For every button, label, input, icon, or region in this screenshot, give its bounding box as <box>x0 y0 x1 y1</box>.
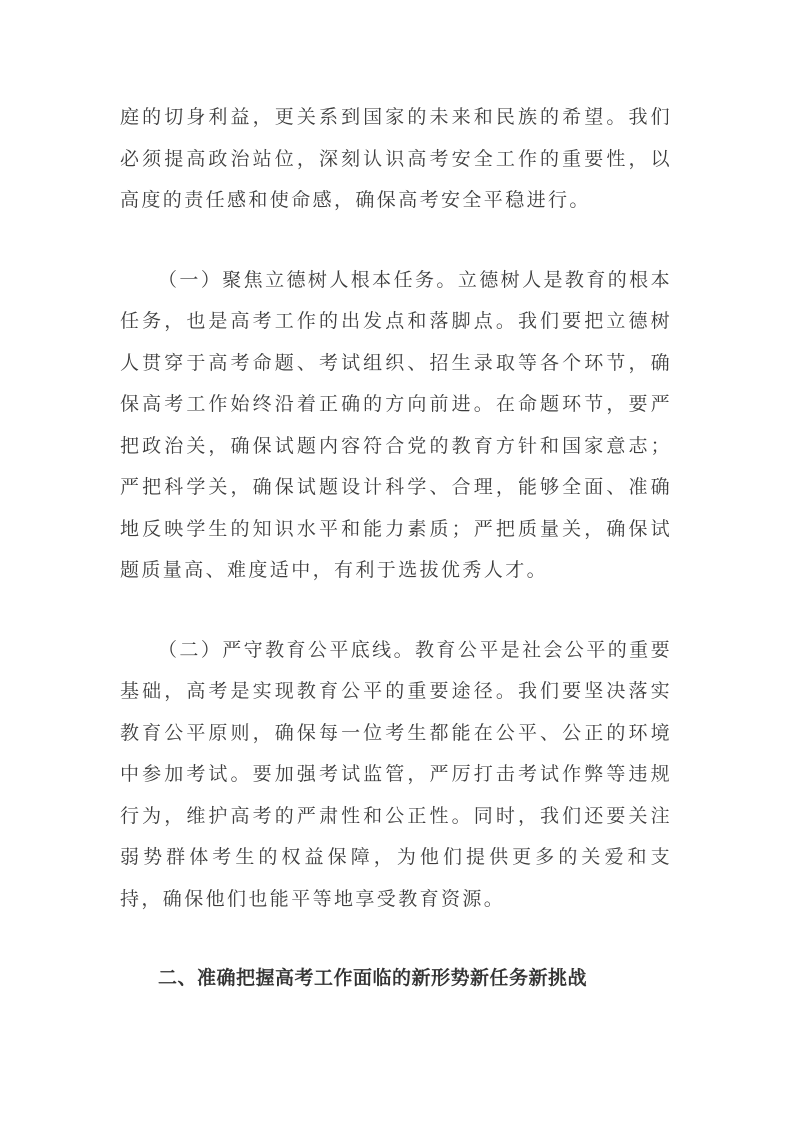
paragraph-section-one: （一）聚焦立德树人根本任务。立德树人是教育的根本任务，也是高考工作的出发点和落脚点。我们要把立德树人贯穿于高考命题、考试组织、招生录取等各个环节，确保高考工作始终沿着正确的方向前进。在命题环节，要严把政治关，确保试题内容符合党的教育方针和国家意志；严把科学关，确保试题设计科学、合理，能够全面、准确地反映学生的知识水平和能力素质；严把质量关，确保试题质量高、难度适中，有利于选拔优秀人才。 <box>120 269 672 581</box>
paragraph-continuation: 庭的切身利益，更关系到国家的未来和民族的希望。我们必须提高政治站位，深刻认识高考安全工作的重要性，以高度的责任感和使命感，确保高考安全平稳进行。 <box>120 107 672 211</box>
section-heading-part-two: 二、准确把握高考工作面临的新形势新任务新挑战 <box>158 968 588 989</box>
paragraph-section-two: （二）严守教育公平底线。教育公平是社会公平的重要基础，高考是实现教育公平的重要途径。我们要坚决落实教育公平原则，确保每一位考生都能在公平、公正的环境中参加考试。要加强考试监管，严厉打击考试作弊等违规行为，维护高考的严肃性和公正性。同时，我们还要关注弱势群体考生的权益保障，为他们提供更多的关爱和支持，确保他们也能平等地享受教育资源。 <box>120 639 672 910</box>
